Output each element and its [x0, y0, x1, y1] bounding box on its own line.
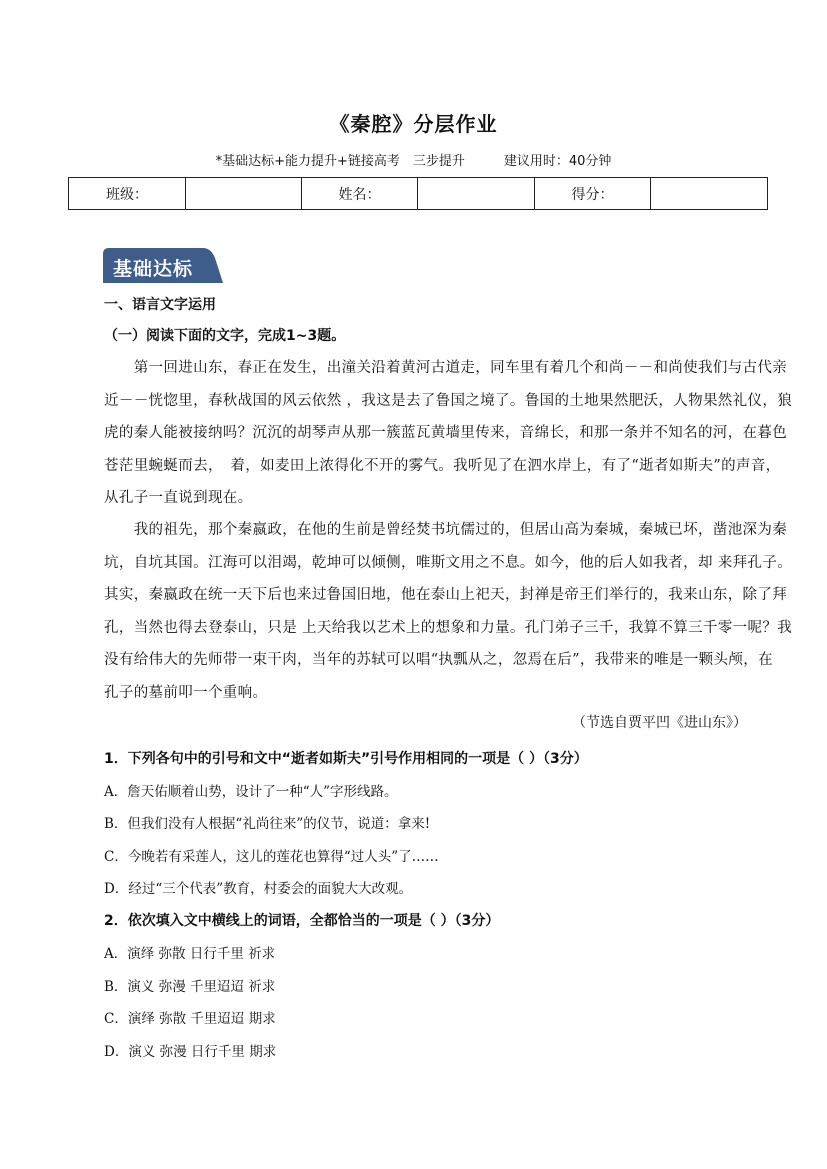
page-subtitle: *基础达标+能力提升+链接高考 三步提升 建议用时：40分钟 — [215, 154, 612, 169]
name-field[interactable] — [418, 178, 535, 210]
class-field[interactable] — [186, 178, 302, 210]
page-title: 《秦腔》分层作业 — [329, 112, 498, 136]
question-2-option-a[interactable]: A．演绎 弥散 日行千里 祈求 — [104, 946, 276, 962]
passage-line: 从孔子一直说到现在。 — [104, 490, 253, 506]
passage-line: 第一回进山东，春正在发生，出潼关沿着黄河古道走，同车里有着几个和尚－－和尚使我们与古代亲 — [104, 360, 788, 376]
question-1-stem: 1．下列各句中的引号和文中“逝者如斯夫”引号作用相同的一项是（ ）（3分） — [104, 751, 588, 767]
passage-paragraph-2 — [104, 514, 793, 709]
section-banner — [103, 248, 223, 283]
question-2-option-d[interactable]: D．演义 弥漫 日行千里 期求 — [104, 1044, 277, 1060]
passage-line: 没有给伟大的先师带一束干肉，当年的苏轼可以唱“执瓢从之，忽焉在后”，我带来的唯是一颗头颅，在 — [104, 652, 773, 668]
question-2-option-c[interactable]: C．演绎 弥散 千里迢迢 期求 — [104, 1011, 276, 1027]
student-info-table — [68, 177, 768, 210]
passage-line: 其实，秦嬴政在统一天下后也来过鲁国旧地，他在泰山上祀天，封禅是帝王们举行的，我来山东，除了拜 — [104, 587, 788, 603]
passage-source: （节选自贾平凹《进山东》） — [572, 715, 747, 731]
section-subheading: （一）阅读下面的文字，完成1~3题。 — [104, 328, 346, 344]
passage-line: 孔，当然也得去登泰山，只是 上天给我以艺术上的想象和力量。孔门弟子三千，我算不算三千零一呢？我 — [104, 619, 793, 636]
passage-line: 近－－恍惚里，春秋战国的风云依然 ，我这是去了鲁国之境了。鲁国的土地果然肥沃，人物果然礼仪，狼 — [104, 392, 793, 409]
passage-line: 孔子的墓前叩一个重响。 — [104, 684, 268, 701]
passage-line: 虎的秦人能被接纳吗？沉沉的胡琴声从那一簇蓝瓦黄墙里传来，音绵长，和那一条并不知名的河，在暮色 — [104, 425, 788, 441]
name-label: 姓名： — [302, 178, 418, 210]
question-1-option-b[interactable]: B．但我们没有人根据“礼尚往来”的仪节，说道：拿来! — [104, 816, 431, 832]
section-heading: 一、语言文字运用 — [104, 297, 216, 313]
passage-line: 我的祖先，那个秦嬴政，在他的生前是曾经焚书坑儒过的，但居山高为秦城，秦城已坏，凿池深为秦 — [104, 522, 788, 538]
class-label: 班级： — [69, 178, 186, 210]
question-2-option-b[interactable]: B．演义 弥漫 千里迢迢 祈求 — [104, 979, 276, 995]
banner-label: 基础达标 — [113, 258, 194, 280]
question-2-stem: 2．依次填入文中横线上的词语，全都恰当的一项是（ ）（3分） — [104, 913, 500, 929]
score-field[interactable] — [651, 178, 768, 210]
question-1-option-c[interactable]: C．今晚若有采莲人，这儿的莲花也算得“过人头”了…… — [104, 849, 439, 865]
passage-paragraph-1 — [104, 352, 793, 515]
score-label: 得分： — [535, 178, 651, 210]
question-1-option-a[interactable]: A．詹天佑顺着山势，设计了一种“人”字形线路。 — [104, 784, 398, 800]
passage-line: 苍茫里蜿蜒而去， 着，如麦田上浓得化不开的雾气。我听见了在泗水岸上，有了“逝者如斯夫”的声音， — [104, 457, 781, 474]
passage-line: 坑，自坑其国。江海可以泪竭，乾坤可以倾侧，唯斯文用之不息。如今，他的后人如我者，却 来拜孔子。 — [104, 554, 793, 571]
question-1-option-d[interactable]: D．经过“三个代表”教育，村委会的面貌大大改观。 — [104, 881, 413, 897]
